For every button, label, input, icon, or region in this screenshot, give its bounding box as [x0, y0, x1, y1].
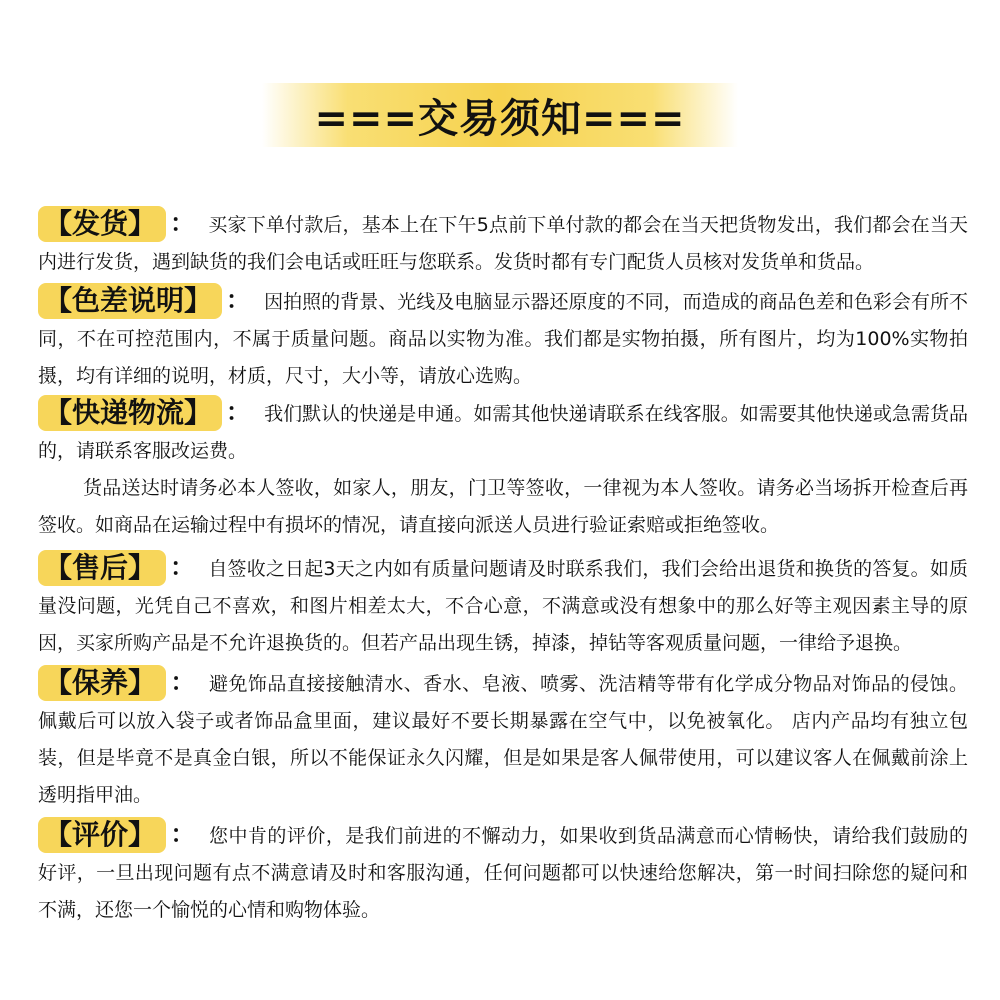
section-text-express-logistics: 我们默认的快递是申通。如需其他快递请联系在线客服。如需要其他快递或急需货品的，请联系客服改运费。	[38, 403, 968, 462]
label-colon: ：	[170, 820, 195, 848]
page-title: ===交易须知===	[314, 95, 686, 142]
section-maintenance	[38, 664, 968, 814]
section-paragraph	[38, 394, 968, 470]
section-text-maintenance: 避免饰品直接接触清水、香水、皂液、喷雾、洗洁精等带有化学成分物品对饰品的侵蚀。佩戴后可以放入袋子或者饰品盒里面，建议最好不要长期暴露在空气中，以免被氧化。 店内产品均有独立包装，但是毕竟不是真金白银，所以不能保证永久闪耀，但是如果是客人佩带使用，可以建议客人在佩戴前涂上透明指甲油。	[38, 673, 968, 806]
section-text-after-sales: 自签收之日起3天之内如有质量问题请及时联系我们，我们会给出退货和换货的答复。如质量没问题，光凭自己不喜欢，和图片相差太大，不合心意，不满意或没有想象中的那么好等主观因素主导的原因，买家所购产品是不允许退换货的。但若产品出现生锈，掉漆，掉钻等客观质量问题，一律给予退换。	[38, 558, 969, 654]
section-express-logistics	[38, 394, 968, 544]
label-colon: ：	[226, 286, 251, 314]
section-text-color-difference: 因拍照的背景、光线及电脑显示器还原度的不同，而造成的商品色差和色彩会有所不同，不在可控范围内，不属于质量问题。商品以实物为准。我们都是实物拍摄，所有图片，均为100%实物拍摄，均有详细的说明，材质，尺寸，大小等，请放心选购。	[38, 291, 968, 387]
label-colon: ：	[170, 668, 195, 696]
section-label-review: 【评价】	[38, 817, 166, 853]
section-text-review: 您中肯的评价，是我们前进的不懈动力，如果收到货品满意而心情畅快，请给我们鼓励的好评，一旦出现问题有点不满意请及时和客服沟通，任何问题都可以快速给您解决，第一时间扫除您的疑问和不满，还您一个愉悦的心情和购物体验。	[38, 825, 968, 921]
section-label-after-sales: 【售后】	[38, 550, 166, 586]
section-label-color-difference: 【色差说明】	[38, 283, 222, 319]
section-text-shipping: 买家下单付款后，基本上在下午5点前下单付款的都会在当天把货物发出，我们都会在当天内进行发货，遇到缺货的我们会电话或旺旺与您联系。发货时都有专门配货人员核对发货单和货品。	[38, 214, 969, 273]
section-label-shipping: 【发货】	[38, 206, 166, 242]
section-color-difference	[38, 282, 968, 395]
section-after-sales	[38, 549, 968, 662]
section-label-express-logistics: 【快递物流】	[38, 395, 222, 431]
section-shipping	[38, 205, 968, 281]
title-banner	[262, 83, 738, 147]
section-review	[38, 816, 968, 929]
section-text-delivery-signing: 货品送达时请务必本人签收，如家人，朋友，门卫等签收，一律视为本人签收。请务必当场拆开检查后再签收。如商品在运输过程中有损坏的情况，请直接向派送人员进行验证索赔或拒绝签收。	[38, 477, 968, 536]
label-colon: ：	[170, 209, 195, 237]
section-label-maintenance: 【保养】	[38, 665, 166, 701]
label-colon: ：	[226, 398, 251, 426]
label-colon: ：	[170, 553, 195, 581]
